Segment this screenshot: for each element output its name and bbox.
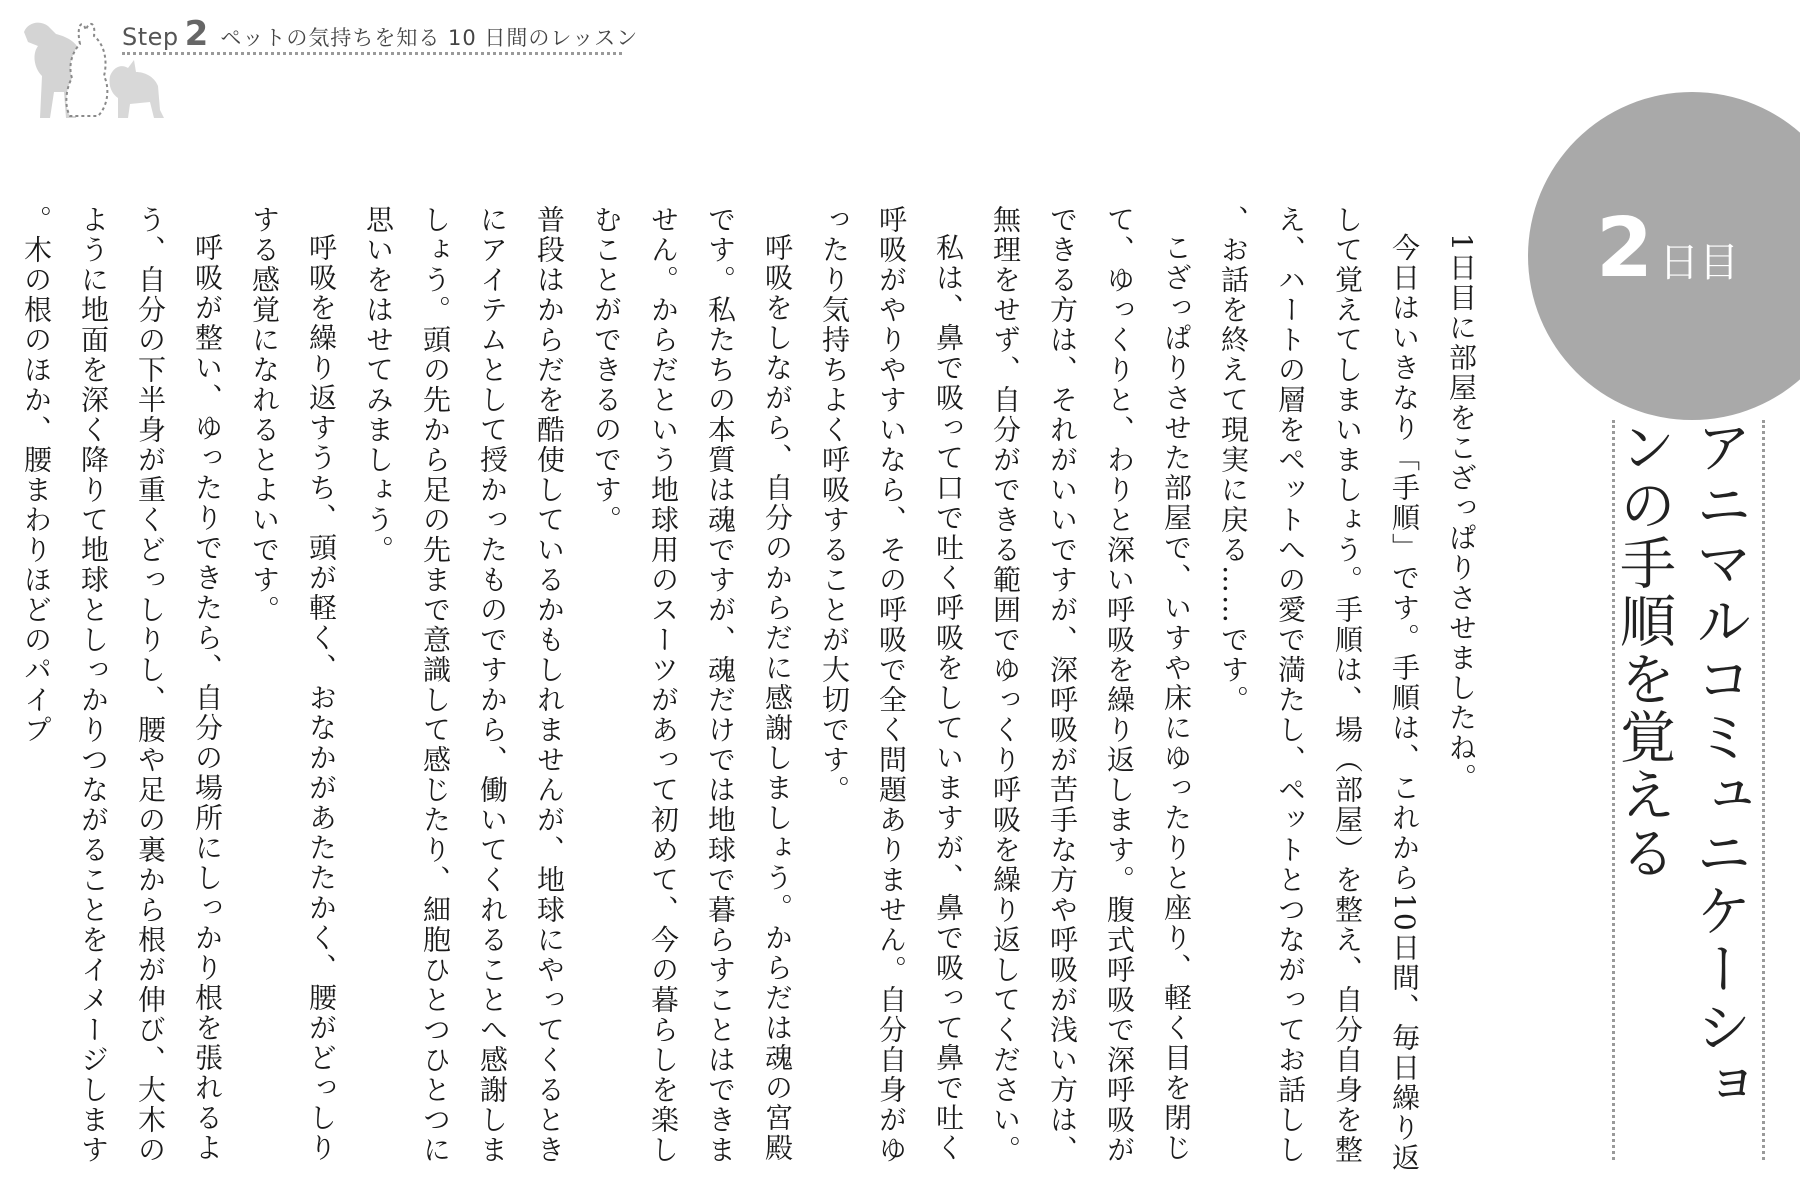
- day-number: 2: [1596, 201, 1654, 296]
- paragraph-1: 1日目に部屋をこざっぱりさせましたね。: [1445, 233, 1478, 793]
- paragraph-7: 呼吸を繰り返すうち、頭が軽く、おなかがあたたかく、腰がどっしりする感覚になれるとよいです。: [248, 205, 338, 1163]
- paragraph-8: 呼吸が整い、ゆったりできたら、自分の場所にしっかり根を張れるよう、自分の下半身が重くどっしりし、腰や足の裏から根が伸び、大木のように地面を深く降りて地球としっかりつながることをイメージします。木の根のほか、腰まわりほどのパイプ: [20, 205, 224, 1165]
- step-title: ペットの気持ちを知る 10 日間のレッスン: [220, 26, 639, 50]
- step-number: 2: [184, 14, 209, 54]
- step-word: Step: [122, 23, 179, 51]
- paragraph-5: 呼吸をしながら、自分のからだに感謝しましょう。からだは魂の宮殿です。私たちの本質は魂ですが、魂だけでは地球で暮らすことはできません。からだという地球用のスーツがあって初めて、今の暮らしを楽しむことができるのです。: [590, 205, 794, 1165]
- section-title: アニマルコミュニケーションの手順を覚える: [1611, 418, 1752, 1114]
- paragraph-3: こざっぱりさせた部屋で、いすや床にゆったりと座り、軽く目を閉じて、ゆっくりと、わりと深い呼吸を繰り返します。腹式呼吸で深呼吸ができる方は、それがいいですが、深呼吸が苦手な方や呼吸が浅い方は、無理をせず、自分ができる範囲でゆっくり呼吸を繰り返してください。: [989, 205, 1193, 1165]
- paragraph-6: 普段はからだを酷使しているかもしれませんが、地球にやってくるときにアイテムとして授かったものですから、働いてくれることへ感謝しましょう。頭の先から足の先まで意識して感じたり、細胞ひとつひとつに思いをはせてみましょう。: [362, 205, 566, 1165]
- running-header: [0, 0, 640, 130]
- day-label: [1596, 201, 1740, 296]
- day-unit: 日目: [1659, 240, 1740, 286]
- paragraph-2: 今日はいきなり「手順」です。手順は、これから10日間、毎日繰り返して覚えてしまいましょう。手順は、場（部屋）を整え、自分自身を整え、ハートの層をペットへの愛で満たし、ペットとつながってお話しし、お話を終えて現実に戻る……です。: [1217, 205, 1421, 1173]
- body-text: [20, 205, 1490, 1175]
- header-dotted-rule: [122, 52, 622, 55]
- paragraph-4: 私は、鼻で吸って口で吐く呼吸をしていますが、鼻で吸って鼻で吐く呼吸がやりやすいなら、その呼吸で全く問題ありません。自分自身がゆったり気持ちよく呼吸することが大切です。: [818, 205, 965, 1165]
- title-rule-right: [1762, 420, 1765, 1160]
